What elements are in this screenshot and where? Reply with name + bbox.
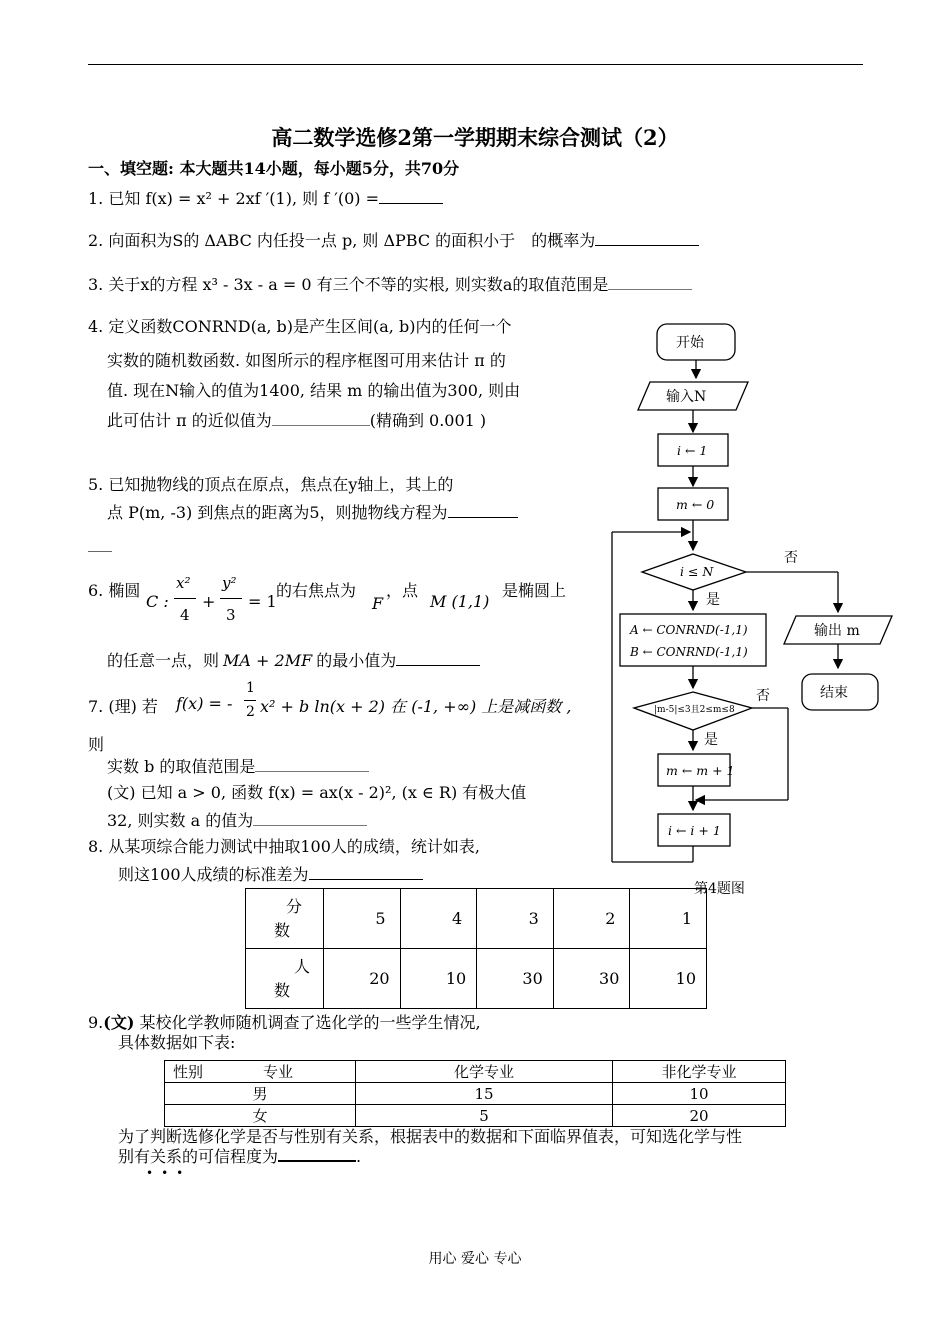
question-6-prefix: 6. 椭圆 <box>88 581 141 600</box>
fraction-bar <box>244 700 256 701</box>
header-major: 专业 <box>263 1063 294 1081</box>
question-9-text-2: 别有关系的可信程度为 <box>118 1147 279 1166</box>
half-numerator: 1 <box>246 680 255 696</box>
question-2 <box>88 228 699 251</box>
question-4-text: 此可估计 π 的近似值为 <box>107 411 272 430</box>
question-6-text: 的任意一点，则 <box>107 651 220 670</box>
question-7-expression: x² + b ln(x + 2) 在 (-1, +∞) 上是减函数 , <box>260 697 572 716</box>
answer-blank <box>309 867 423 880</box>
question-4-precision: (精确到 0.001 ) <box>369 411 487 430</box>
question-7-text-2: 32, 则实数 a 的值为 <box>107 811 254 830</box>
no-label-2: 否 <box>756 688 770 704</box>
question-9-tag: (文) <box>103 1013 135 1032</box>
question-3-text: 3. 关于x的方程 x³ - 3x - a = 0 有三个不等的实根, 则实数a的取值范围是 <box>88 275 609 294</box>
table-header-chem: 化学专业 <box>356 1061 613 1083</box>
question-4-line-4 <box>107 408 486 431</box>
point-m: M (1,1) <box>430 592 490 611</box>
question-5-line-2 <box>107 500 518 523</box>
question-3 <box>88 272 692 295</box>
header-part: 数 <box>274 980 291 1000</box>
table-cell: 10 <box>630 949 707 1009</box>
question-1 <box>88 186 443 209</box>
emphasis-dots: ••• <box>146 1166 192 1180</box>
table-row-label: 女 <box>165 1105 356 1127</box>
row-header-score <box>246 889 324 949</box>
table-cell: 20 <box>613 1105 786 1127</box>
input-label: 输入N <box>666 389 707 405</box>
fraction-bar <box>220 598 242 599</box>
question-8-text: 则这100人成绩的标准差为 <box>118 865 309 884</box>
table-row-label: 男 <box>165 1083 356 1105</box>
answer-blank <box>253 813 367 826</box>
expression: MA + 2MF <box>223 651 313 670</box>
question-4-line-1: 4. 定义函数CONRND(a, b)是产生区间(a, b)内的任何一个 <box>88 317 512 336</box>
header-part: 人 <box>294 956 311 976</box>
answer-blank <box>278 1148 356 1162</box>
question-6-end: 是椭圆上 <box>502 581 567 600</box>
question-7-line-2: 则 <box>88 735 105 754</box>
question-4-line-2: 实数的随机数函数. 如图所示的程序框图可用来估计 π 的 <box>107 351 506 370</box>
answer-blank <box>396 653 480 666</box>
table-cell: 15 <box>356 1083 613 1105</box>
table-cell: 30 <box>477 949 554 1009</box>
answer-blank <box>448 505 518 518</box>
table-cell: 5 <box>324 889 401 949</box>
answer-blank <box>595 233 699 246</box>
question-9-line-2: 具体数据如下表: <box>118 1033 236 1052</box>
equals-one: = 1 <box>248 592 277 611</box>
question-2-text: 2. 向面积为S的 ΔABC 内任投一点 p, 则 ΔPBC 的面积小于 <box>88 231 516 250</box>
function-f: f(x) = - <box>176 694 233 713</box>
header-gender: 性别 <box>173 1063 204 1081</box>
header-part: 数 <box>274 920 291 940</box>
focus-label: F <box>372 594 384 613</box>
chemistry-table <box>164 1060 786 1127</box>
answer-blank <box>255 759 369 772</box>
question-6-tail: 的最小值为 <box>316 651 397 670</box>
table-header-gender-major <box>165 1061 356 1083</box>
page-footer: 用心 爱心 专心 <box>428 1251 522 1267</box>
question-7-line-3 <box>107 754 369 777</box>
question-6-mid2: ，点 <box>386 581 419 600</box>
init-m-label: m ← 0 <box>676 497 715 512</box>
assign-b-label: B ← CONRND(-1,1) <box>630 645 748 659</box>
table-cell: 3 <box>477 889 554 949</box>
fraction-denominator-3: 3 <box>226 606 236 624</box>
section-heading: 一、填空题: 本大题共14小题，每小题5分，共70分 <box>88 159 460 178</box>
answer-blank <box>379 191 443 204</box>
question-9-number: 9. <box>88 1013 104 1032</box>
question-4-line-3: 值. 现在N输入的值为1400, 结果 m 的输出值为300, 则由 <box>107 381 521 400</box>
increment-i-label: i ← i + 1 <box>668 823 721 838</box>
question-8-line-1: 8. 从某项综合能力测试中抽取100人的成绩，统计如表, <box>88 837 480 856</box>
question-6-mid: 的右焦点为 <box>276 581 357 600</box>
question-5-line-1: 5. 已知抛物线的顶点在原点，焦点在y轴上，其上的 <box>88 475 454 494</box>
assign-a-label: A ← CONRND(-1,1) <box>630 623 748 637</box>
question-7-text: 实数 b 的取值范围是 <box>107 757 256 776</box>
fraction-numerator-y: y² <box>222 574 237 592</box>
question-7-prefix: 7. (理) 若 <box>88 697 158 716</box>
table-cell: 5 <box>356 1105 613 1127</box>
end-label: 结束 <box>820 685 848 701</box>
fraction-bar <box>174 598 196 599</box>
condition-1-label: i ≤ N <box>680 564 714 579</box>
table-cell: 20 <box>324 949 401 1009</box>
question-7-line-4: (文) 已知 a > 0, 函数 f(x) = ax(x - 2)², (x ∈ R) 有极大值 <box>107 783 527 802</box>
yes-label-1: 是 <box>706 592 720 608</box>
page-title: 高二数学选修2第一学期期末综合测试（2） <box>271 125 679 150</box>
table-cell: 4 <box>400 889 477 949</box>
question-9-text: 某校化学教师随机调查了选化学的一些学生情况, <box>134 1013 481 1032</box>
increment-m-label: m ← m + 1 <box>666 763 735 778</box>
fraction-numerator-x: x² <box>176 574 191 592</box>
table-cell: 10 <box>400 949 477 1009</box>
no-label-1: 否 <box>784 550 798 566</box>
fraction-denominator-4: 4 <box>180 606 190 624</box>
half-denominator: 2 <box>246 704 255 720</box>
init-i-label: i ← 1 <box>677 443 708 458</box>
flowchart <box>600 310 900 910</box>
question-2-tail: 的概率为 <box>531 231 596 250</box>
table-header-nonchem: 非化学专业 <box>613 1061 786 1083</box>
question-5-text: 点 P(m, -3) 到焦点的距离为5，则抛物线方程为 <box>107 503 448 522</box>
question-7-line-5 <box>107 808 367 831</box>
question-8-line-2 <box>118 862 423 885</box>
table-cell: 1 <box>630 889 707 949</box>
row-header-count <box>246 949 324 1009</box>
question-9-line-4 <box>118 1144 361 1167</box>
period: . <box>356 1147 362 1166</box>
header-rule <box>88 64 863 65</box>
flowchart-caption: 第4题图 <box>694 881 745 897</box>
yes-label-2: 是 <box>704 732 718 748</box>
question-5-line-3: ___ <box>88 533 112 552</box>
answer-blank <box>608 277 692 290</box>
question-9-line-3: 为了判断选修化学是否与性别有关系，根据表中的数据和下面临界值表，可知选化学与性 <box>118 1127 743 1146</box>
question-1-text: 1. 已知 f(x) = x² + 2xf ′(1), 则 f ′(0) = <box>88 189 380 208</box>
ellipse-label: C : <box>146 592 169 611</box>
table-cell: 30 <box>553 949 630 1009</box>
plus-sign: + <box>202 592 216 611</box>
table-cell: 10 <box>613 1083 786 1105</box>
question-6-line-2 <box>107 648 480 671</box>
output-label: 输出 m <box>814 623 860 639</box>
condition-2-label: |m-5|≤3且2≤m≤8 <box>654 705 735 715</box>
answer-blank <box>272 413 370 426</box>
table-cell: 2 <box>553 889 630 949</box>
start-label: 开始 <box>676 335 704 351</box>
header-part: 分 <box>286 896 303 916</box>
